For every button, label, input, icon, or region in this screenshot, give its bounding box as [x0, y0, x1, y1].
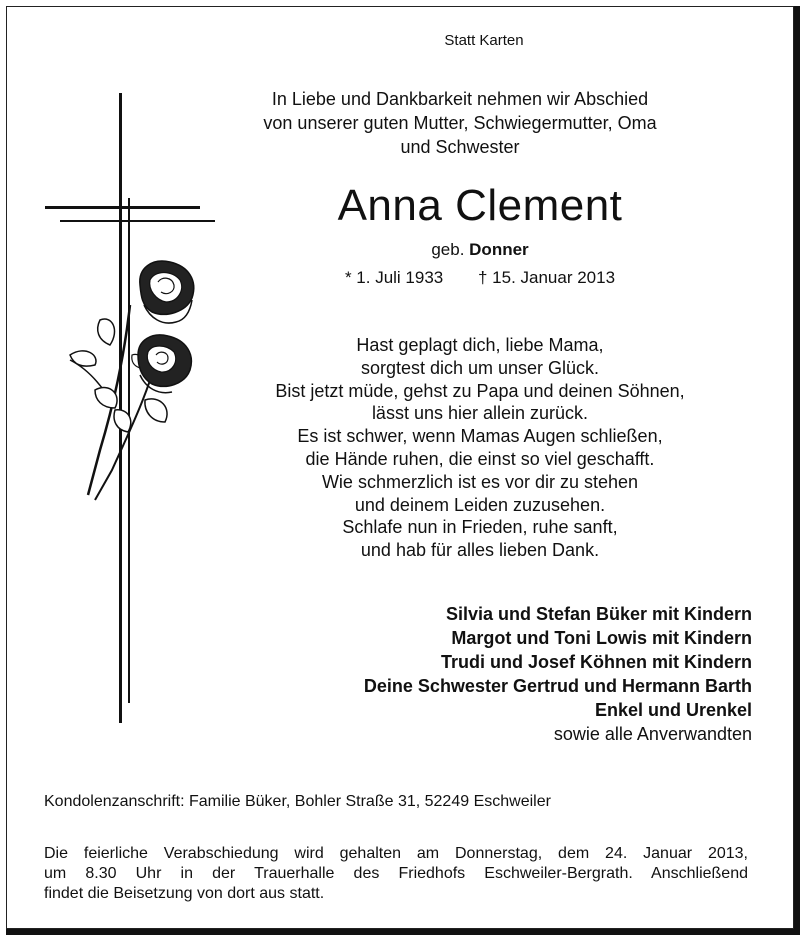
cross-with-roses-icon [40, 90, 230, 730]
condolence-address: Kondolenzanschrift: Familie Büker, Bohler Straße 31, 52249 Eschweiler [44, 793, 551, 810]
mourner-line: sowie alle Anverwandten [553, 724, 752, 744]
intro-line: In Liebe und Dankbarkeit nehmen wir Abschied [271, 89, 649, 109]
poem [210, 334, 750, 562]
maiden-name-line [300, 240, 660, 260]
poem-line: und deinem Leiden zuzusehen. [354, 494, 606, 515]
mourner-line: Silvia und Stefan Büker mit Kindern [445, 604, 752, 624]
birth-date: * 1. Juli 1933 [344, 268, 444, 287]
ceremony-info [44, 844, 748, 904]
poem-line: lässt uns hier allein zurück. [371, 403, 589, 424]
ceremony-line: findet die Beisetzung von dort aus statt. [44, 885, 325, 902]
maiden-name: Donner [469, 240, 529, 259]
ceremony-line: um 8.30 Uhr in der Trauerhalle des Friedhofs Eschweiler-Bergrath. Anschließend [44, 865, 748, 882]
poem-line: Wie schmerzlich ist es vor dir zu stehen [321, 471, 639, 492]
deceased-name: Anna Clement [337, 181, 623, 230]
death-date: † 15. Januar 2013 [477, 268, 616, 287]
poem-line: Schlafe nun in Frieden, ruhe sanft, [342, 517, 618, 538]
intro-line: von unserer guten Mutter, Schwiegermutter, Oma [263, 113, 657, 133]
mourner-line: Margot und Toni Lowis mit Kindern [451, 628, 752, 648]
life-dates [260, 268, 700, 288]
intro-text [200, 87, 720, 159]
geb-prefix: geb. [431, 240, 465, 259]
mourner-line: Trudi und Josef Köhnen mit Kindern [440, 652, 752, 672]
frame-shadow-right [794, 6, 800, 935]
intro-line: und Schwester [400, 137, 520, 157]
mourner-line: Enkel und Urenkel [594, 700, 752, 720]
poem-line: Bist jetzt müde, gehst zu Papa und deinen Söhnen, [275, 380, 685, 401]
frame-shadow-bottom [6, 929, 800, 935]
mourner-line: Deine Schwester Gertrud und Hermann Barth [363, 676, 752, 696]
poem-line: die Hände ruhen, die einst so viel geschafft. [305, 448, 655, 469]
poem-line: Es ist schwer, wenn Mamas Augen schließen, [297, 426, 663, 447]
ceremony-line: Die feierliche Verabschiedung wird gehalten am Donnerstag, dem 24. Januar 2013, [44, 845, 748, 862]
poem-line: sorgtest dich um unser Glück. [360, 357, 600, 378]
mourners-list [364, 602, 752, 746]
poem-line: und hab für alles lieben Dank. [360, 540, 600, 561]
poem-line: Hast geplagt dich, liebe Mama, [356, 335, 604, 355]
statt-karten: Statt Karten [444, 32, 524, 49]
